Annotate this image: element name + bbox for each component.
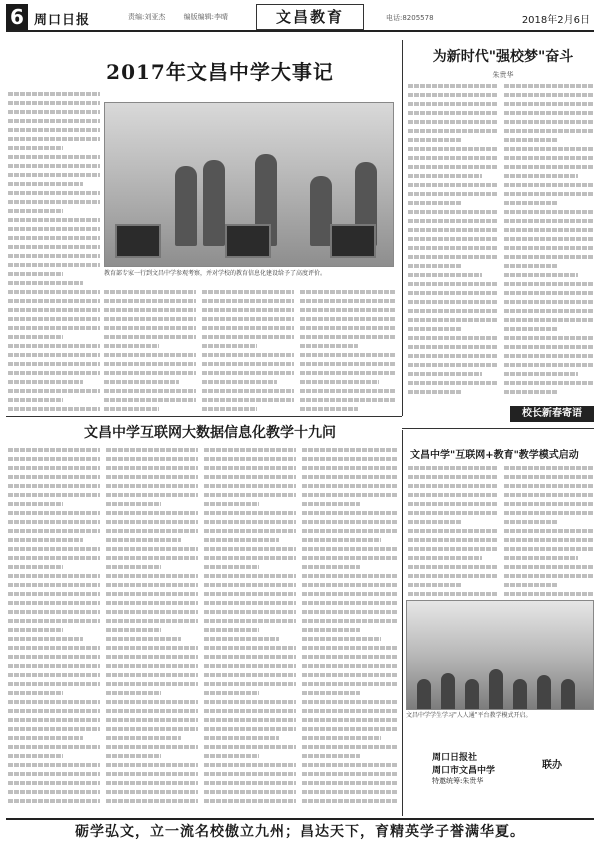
article-body-col2 — [104, 290, 196, 415]
sponsor-org-1: 周口日报社 — [432, 753, 478, 763]
sponsor-org-2: 周口市文昌中学 — [432, 766, 496, 776]
photo-caption: 教育部专家一行到文昌中学参观考察，并对学校的教育信息化建设给予了高度评价。 — [104, 270, 327, 277]
article-body-col4 — [300, 290, 396, 415]
section-title: 文昌教育 — [256, 4, 364, 30]
article-body-right-col1 — [408, 84, 498, 402]
page-header — [6, 4, 594, 32]
classroom-photo-caption: 文昌中学学生学习"人人通"平台教学模式开启。 — [406, 712, 532, 719]
designer-name: 编版编辑:李晴 — [183, 13, 228, 21]
article-title-big-events: 2017年文昌中学大事记 — [106, 60, 334, 84]
internet-edu-body-col2 — [504, 466, 594, 596]
article-body-right-col2 — [504, 84, 594, 402]
qa-body-col2 — [106, 448, 198, 810]
qa-body-col3 — [204, 448, 296, 810]
article-body-intro — [8, 92, 100, 417]
article-title-internet-education: 文昌中学"互联网+教育"教学模式启动 — [410, 450, 579, 461]
qa-body-col1 — [8, 448, 100, 810]
qa-body-col4 — [302, 448, 398, 810]
school-slogan: 砺学弘文，立一流名校傲立九州；昌达天下，育精英学子誉满华夏。 — [6, 818, 594, 842]
internet-edu-body-col1 — [408, 466, 498, 596]
article-body-col3 — [202, 290, 294, 415]
co-sponsor-box — [432, 750, 592, 786]
principal-message-badge: 校长新春寄语 — [510, 406, 594, 422]
article-title-strong-school: 为新时代"强校梦"奋斗 — [432, 49, 574, 65]
classroom-photo — [406, 600, 594, 710]
school-visit-photo — [104, 102, 394, 267]
issue-date: 2018年2月6日 — [521, 15, 590, 26]
co-organized-label: 联办 — [542, 760, 562, 771]
special-coordinator: 特邀统筹:朱贵华 — [432, 777, 484, 785]
editor-name: 责编:刘亚杰 — [128, 13, 166, 21]
paper-name: 周口日报 — [34, 13, 91, 28]
page-number: 6 — [6, 4, 28, 30]
article-title-nineteen-questions: 文昌中学互联网大数据信息化教学十九问 — [84, 425, 336, 441]
editor-credits — [128, 12, 244, 22]
article-author: 朱贵华 — [492, 71, 514, 79]
phone-number: 电话:8205578 — [386, 14, 434, 22]
